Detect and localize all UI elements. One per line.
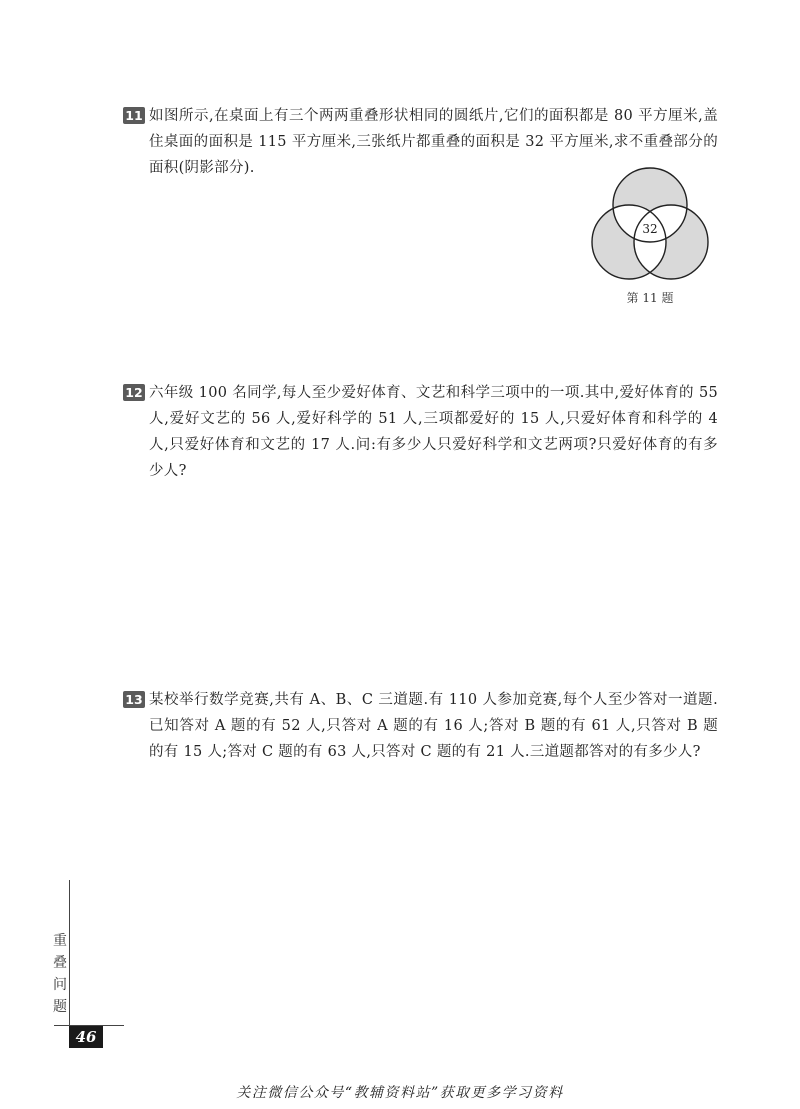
sidebar-divider-vertical <box>69 880 70 1026</box>
problem-12 <box>123 380 718 484</box>
figure-caption: 第 11 题 <box>626 291 674 305</box>
problem-text: 如图所示,在桌面上有三个两两重叠形状相同的圆纸片,它们的面积都是 80 平方厘米,盖住桌面的面积是 115 平方厘米,三张纸片都重叠的面积是 32 平方厘米,求不重叠部分的面积(阴影部分). <box>149 108 718 176</box>
triple-overlap-label: 32 <box>642 222 658 236</box>
page-number: 46 <box>69 1026 103 1048</box>
problem-13 <box>123 687 718 765</box>
problem-text: 某校举行数学竞赛,共有 A、B、C 三道题.有 110 人参加竞赛,每个人至少答对一道题.已知答对 A 题的有 52 人,只答对 A 题的有 16 人;答对 B 题的有 61 人,只答对 B 题的有 15 人;答对 C 题的有 63 人,只答对 C 题的有 21 人.三道题都答对的有多少人? <box>149 692 718 760</box>
problem-number-badge: 13 <box>123 691 145 708</box>
venn-diagram-figure <box>588 165 712 283</box>
problem-number-badge: 12 <box>123 384 145 401</box>
problem-number-badge: 11 <box>123 107 145 124</box>
footer-note: 关注微信公众号“教辅资料站”获取更多学习资料 <box>236 1085 564 1101</box>
problem-text: 六年级 100 名同学,每人至少爱好体育、文艺和科学三项中的一项.其中,爱好体育的 55 人,爱好文艺的 56 人,爱好科学的 51 人,三项都爱好的 15 人,只爱好体育和科学的 4 人,只爱好体育和文艺的 17 人.问:有多少人只爱好科学和文艺两项?只爱好体育的有多少人? <box>149 385 718 479</box>
section-title-vertical: 重叠问题 <box>53 933 67 1015</box>
